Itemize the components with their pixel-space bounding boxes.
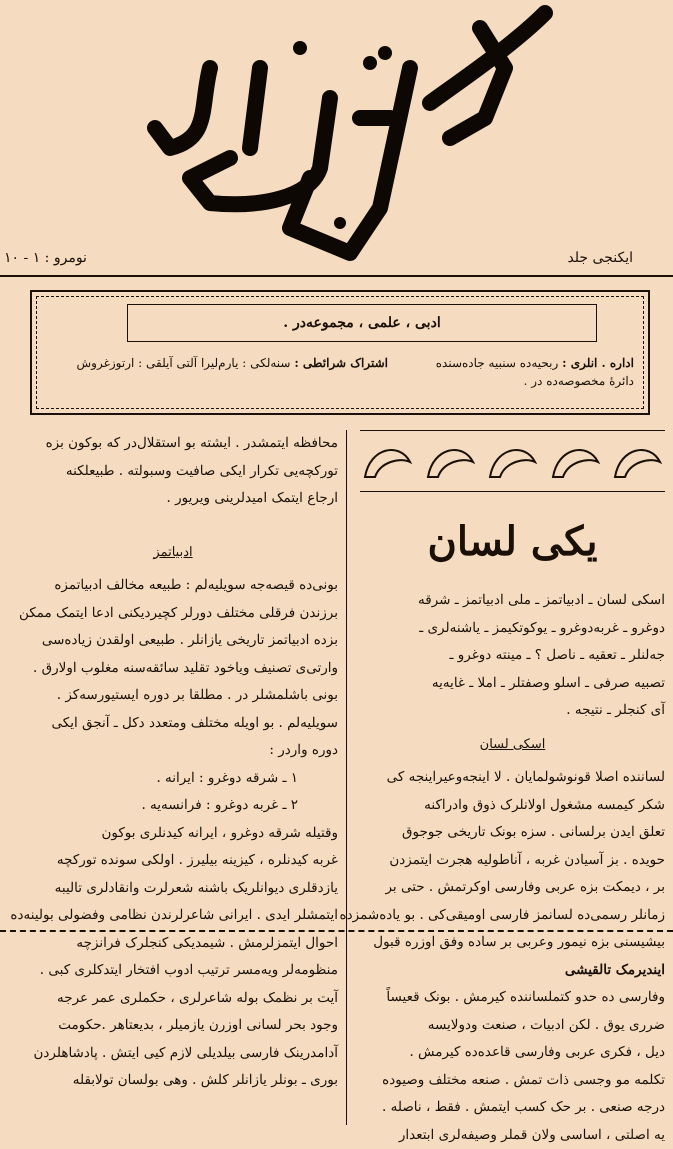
text-line: وقتیله شرقه دوغرو ، ایرانه کیدنلری بوکون xyxy=(8,820,338,848)
column-divider xyxy=(346,430,347,1125)
subscription-info xyxy=(48,354,388,372)
issue-number: نومرو : ۱ - ۱۰ xyxy=(4,250,87,266)
text-line: یه اصلتی ، اساسی ولان قملر وصیفه‌لری ابتعدار xyxy=(360,1122,665,1149)
text-line: وارتی‌ی تصنیف ویا‌خود تقلید سائقه‌سنه مغلوب اولارق . xyxy=(8,655,338,683)
text-line: احوال ایتمزلرمش . شیمدیکی کنجلرک فرانزچه xyxy=(8,930,338,958)
text-line: اسکی لسان ـ ادبیاتمز ـ ملی ادبیاتمز ـ شرقه xyxy=(360,587,665,615)
text-line: ارجاع ایتمک امیدلرینی ویریور . xyxy=(8,485,338,513)
header-rule xyxy=(0,275,673,277)
ornament-icon xyxy=(423,437,478,485)
text-line: جه‌لنلر ـ تعقیه ـ ناصل ؟ ـ مینته دوغرو ـ xyxy=(360,642,665,670)
text-line: حویده . بز آسیادن غربه ، آناطولیه هجرت ایتمزدن xyxy=(360,847,665,875)
text-line: بر ، دیمکت بزه عربی وفارسی اوکرتمش . حتی بر xyxy=(360,874,665,902)
text-line: تصبیه صرفی ـ اسلو وصفتلر ـ املا ـ غایه‌یه xyxy=(360,670,665,698)
motto-box xyxy=(127,304,597,342)
text-line: بونی باشلمشلر در . مطلقا بر دوره ایستیورسه‌کز . xyxy=(8,682,338,710)
text-line: منظومه‌لر ویه‌مسر ترتیب ادوب افتخار ایتدکلری کبی . xyxy=(8,957,338,985)
text-line: آدامدرینک فارسی بیلدیلی لازم کیی ایتش . پادشاهلردن xyxy=(8,1040,338,1068)
motto-text: ادبی ، علمی ، مجموعه‌در . xyxy=(283,315,440,331)
text-line: برزندن فرقلی مختلف دورلر کچیردیکنی ادعا ایتمک ممکن xyxy=(8,600,338,628)
text-line: شکر کیمسه مشغول اولانلرک ذوق وادراکنه xyxy=(360,792,665,820)
text-line: وفارسی ده حدو کتملساننده کیرمش . بونک قعیساً xyxy=(360,984,665,1012)
text-line: وجود بحر لسانی اوزرن یازمیلر ، بدیعتاهر .حکومت xyxy=(8,1012,338,1040)
admin-info xyxy=(414,354,634,390)
left-column xyxy=(8,430,338,1130)
text-line: آیت بر نظمک بوله شاعرلری ، حکملری عمر عرجه xyxy=(8,985,338,1013)
ornament-icon xyxy=(485,437,540,485)
text-line: دوغرو ـ غربه‌دوغرو ـ یوکوتکیمز ـ یاشنه‌لری ـ xyxy=(360,615,665,643)
ornament-icon xyxy=(548,437,603,485)
text-line: بیشیسنی بزه نیمور وعربی بر ساده وفق اوزره قبول xyxy=(360,929,665,957)
ornament-band xyxy=(360,430,665,492)
info-banner xyxy=(30,290,650,415)
text-line: تعلق ایدن برلسانی . سزه بونک تاریخی جوجوق xyxy=(360,819,665,847)
text-line: آی کنجلر ـ نتیجه . xyxy=(360,697,665,725)
admin-label: اداره . انلری : xyxy=(562,356,634,370)
ornament-icon xyxy=(610,437,665,485)
text-line: محافظه ایتمشدر . ایشته بو استقلال‌در که بوکون بزه xyxy=(8,430,338,458)
text-line: بونی‌ده قیصه‌جه سویلیه‌لم : طبیعه مخالف ادبیاتمزه xyxy=(8,572,338,600)
fold-line xyxy=(0,930,673,932)
section-title-literature: ادبیاتمز xyxy=(8,539,338,567)
text-line: بزده ادبیاتمز تاریخی یازانلر . طبیعی اولقدن زیاده‌سی xyxy=(8,627,338,655)
admin-text: ربحیه‌ده سنبیه جاده‌سنده دائرهٔ مخصوصه‌ده در . xyxy=(436,356,634,388)
list-item: ۱ ـ شرقه دوغرو : ایرانه . xyxy=(8,765,338,793)
text-line: ضرری یوق . لکن ادبیات ، صنعت ودولایسه xyxy=(360,1012,665,1040)
text-line: ایتمشلر ایدی . ایرانی شاعرلرندن نظامی وفضولی بولینه‌ده xyxy=(8,902,338,930)
subscription-label: اشتراک شرائطی : xyxy=(294,356,388,370)
section-title-old-language: اسکی لسان xyxy=(360,731,665,759)
right-column xyxy=(360,430,665,1130)
text-line: زمانلر رسمی‌ده لسانمز فارسی اومیقی‌کی . بو یاده‌شمزده xyxy=(360,902,665,930)
text-line: درجه صنعی . بر حک کسب ایتمش . فقط ، ناصله . xyxy=(360,1094,665,1122)
text-line: بوری ـ بونلر یازانلر کلش . وهی بولسان تولابقله xyxy=(8,1067,338,1095)
volume-label: ایکنجی جلد xyxy=(567,250,633,266)
text-line: یازدقلری دیوانلریک باشنه شعرلرت وانقادلری تالیبه xyxy=(8,875,338,903)
text-line: تورکچه‌یی تکرار ایکی صافیت وسبولته . طبیعلکنه xyxy=(8,458,338,486)
text-line: غربه کیدنلره ، کیزینه بیلیرز . اولکی سونده تورکچه xyxy=(8,847,338,875)
masthead xyxy=(150,8,550,258)
text-line: سویلیه‌لم . بو اویله مختلف ومتعدد دکل ـ آنجق ایکی xyxy=(8,710,338,738)
text-line: دوره واردر : xyxy=(8,737,338,765)
text-line: دیل ، فکری عربی وفارسی قاعده‌ده کیرمش . xyxy=(360,1039,665,1067)
article-title: یکی لسان xyxy=(360,512,665,572)
section-title-translation: ایندیرمک تالقیشی xyxy=(360,957,665,985)
ornament-icon xyxy=(360,437,415,485)
text-line: لساننده اصلا قونوشولمایان . لا اینجه‌وعیراینجه کی xyxy=(360,764,665,792)
list-item: ۲ ـ غربه دوغرو : فرانسه‌یه . xyxy=(8,792,338,820)
text-line: تکلمه مو وجسی ذات تمش . صنعه مختلف وصیوده xyxy=(360,1067,665,1095)
subscription-text: سنه‌لکی : یارم‌لیرا آلتی آیلقی : ارتوزغروش xyxy=(77,356,291,370)
